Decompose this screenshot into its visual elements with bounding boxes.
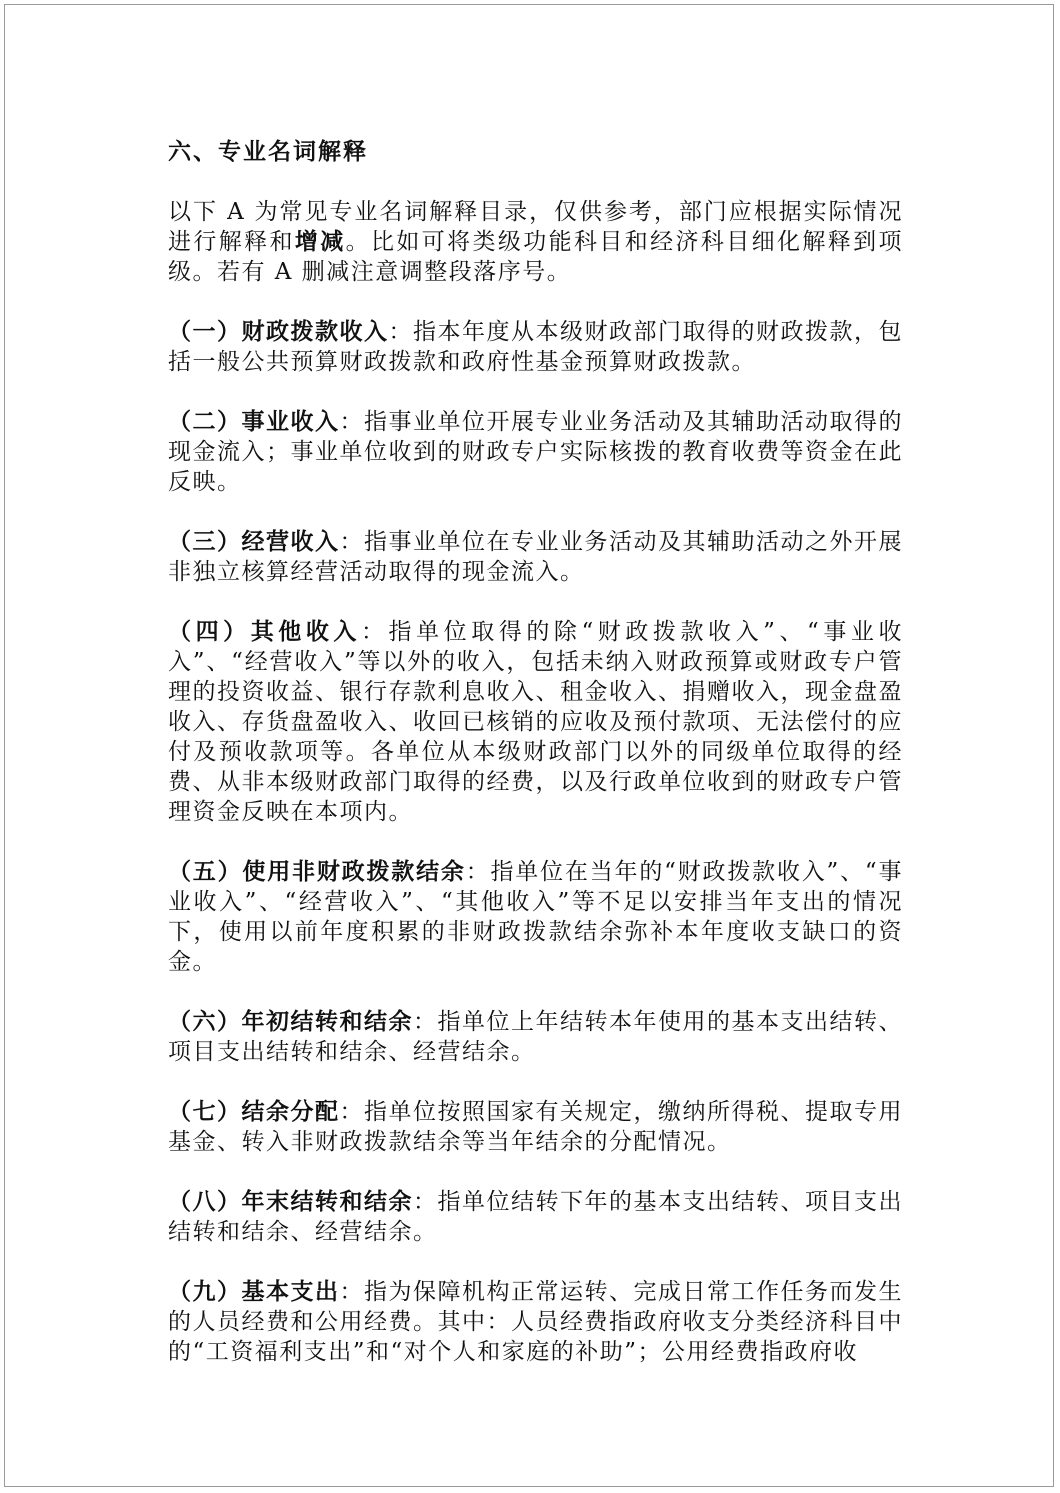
intro-text-1: 以下 A 为常见专业名词解释目录，仅供参考，部门应根据实际情况进行解释和 xyxy=(168,199,903,255)
definition-text: ：指单位按照国家有关规定，缴纳所得税、提取专用基金、转入非财政拨款结余等当年结余的分配情况。 xyxy=(168,1099,903,1155)
definition-term: （三）经营收入 xyxy=(168,528,340,555)
document-page xyxy=(4,4,1054,1487)
definition-item xyxy=(168,527,903,587)
definition-item xyxy=(168,1097,903,1157)
definition-text: ：指本年度从本级财政部门取得的财政拨款，包括一般公共预算财政拨款和政府性基金预算财政拨款。 xyxy=(168,319,903,375)
document-body xyxy=(168,137,903,1397)
definition-item xyxy=(168,617,903,827)
definition-term: （八）年末结转和结余 xyxy=(168,1188,413,1215)
intro-paragraph xyxy=(168,197,903,287)
definition-item xyxy=(168,407,903,497)
definition-text: ：指单位在当年的“财政拨款收入”、“事业收入”、“经营收入”、“其他收入”等不足以安排当年支出的情况下，使用以前年度积累的非财政拨款结余弥补本年度收支缺口的资金。 xyxy=(168,859,903,975)
definition-term: （六）年初结转和结余 xyxy=(168,1008,413,1035)
definition-item xyxy=(168,857,903,977)
definition-term: （二）事业收入 xyxy=(168,408,340,435)
definition-text: ：指单位结转下年的基本支出结转、项目支出结转和结余、经营结余。 xyxy=(168,1189,903,1245)
definition-text: ：指单位取得的除“财政拨款收入”、“事业收入”、“经营收入”等以外的收入，包括未纳入财政预算或财政专户管理的投资收益、银行存款利息收入、租金收入、捐赠收入，现金盘盈收入、存货盘盈收入、收回已核销的应收及预付款项、无法偿付的应付及预收款项等。各单位从本级财政部门以外的同级单位取得的经费、从非本级财政部门取得的经费，以及行政单位收到的财政专户管理资金反映在本项内。 xyxy=(168,619,904,825)
section-heading: 六、专业名词解释 xyxy=(168,138,368,165)
definition-item xyxy=(168,317,903,377)
definition-term: （一）财政拨款收入 xyxy=(168,318,389,345)
intro-text-2: 。比如可将类级功能科目和经济科目细化解释到项级。若有 A 删减注意调整段落序号。 xyxy=(168,229,903,285)
definition-term: （五）使用非财政拨款结余 xyxy=(168,858,466,885)
definition-item xyxy=(168,1277,903,1367)
definition-term: （四）其他收入 xyxy=(168,618,361,645)
definition-text: ：指事业单位开展专业业务活动及其辅助活动取得的现金流入；事业单位收到的财政专户实际核拨的教育收费等资金在此反映。 xyxy=(168,409,903,495)
definition-term: （九）基本支出 xyxy=(168,1278,340,1305)
intro-bold-text: 增减 xyxy=(294,228,346,255)
definition-item xyxy=(168,1187,903,1247)
definition-text: ：指单位上年结转本年使用的基本支出结转、项目支出结转和结余、经营结余。 xyxy=(168,1009,903,1065)
definition-term: （七）结余分配 xyxy=(168,1098,340,1125)
definition-text: ：指为保障机构正常运转、完成日常工作任务而发生的人员经费和公用经费。其中：人员经费指政府收支分类经济科目中的“工资福利支出”和“对个人和家庭的补助”；公用经费指政府收 xyxy=(168,1279,903,1365)
definition-item xyxy=(168,1007,903,1067)
definition-text: ：指事业单位在专业业务活动及其辅助活动之外开展非独立核算经营活动取得的现金流入。 xyxy=(168,529,903,585)
